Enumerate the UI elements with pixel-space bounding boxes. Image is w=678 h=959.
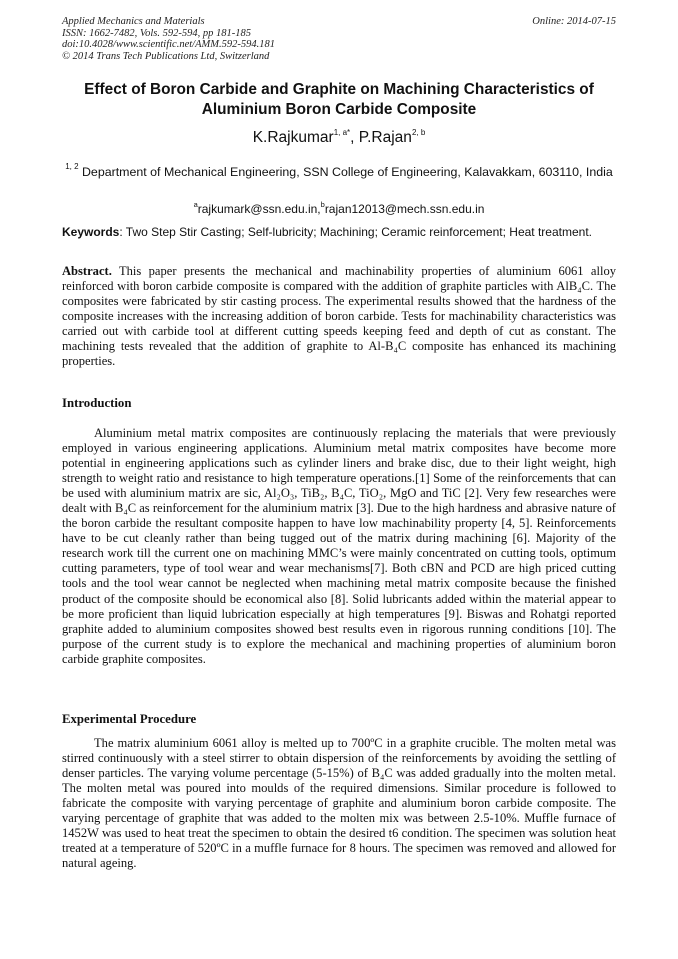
author-2: P.Rajan (358, 129, 412, 146)
keywords-text: : Two Step Stir Casting; Self-lubricity; Machining; Ceramic reinforcement; Heat treatment. (119, 225, 592, 239)
author-1-affil: 1, a* (333, 128, 351, 137)
paper-title (40, 80, 638, 119)
keywords (62, 225, 616, 241)
experimental-heading: Experimental Procedure (62, 712, 197, 726)
email-b[interactable]: rajan12013@mech.ssn.edu.in (324, 202, 485, 216)
author-list (40, 128, 638, 147)
online-date: Online: 2014-07-15 (532, 16, 616, 27)
author-emails (40, 200, 638, 216)
introduction-heading: Introduction (62, 396, 132, 410)
title-line-2: Aluminium Boron Carbide Composite (201, 100, 477, 118)
author-1: K.Rajkumar (252, 129, 334, 146)
email-a-marker: a (193, 200, 198, 209)
affiliation-text: Department of Mechanical Engineering, SSN College of Engineering, Kalavakkam, 603110, India (81, 165, 613, 179)
abstract (62, 264, 616, 369)
abstract-label: Abstract. (62, 264, 112, 278)
journal-name: Applied Mechanics and Materials (62, 16, 205, 27)
issn-line: ISSN: 1662-7482, Vols. 592-594, pp 181-185 (62, 27, 251, 39)
copyright-line: © 2014 Trans Tech Publications Ltd, Switzerland (62, 50, 270, 62)
journal-header (62, 16, 616, 62)
affiliation (62, 159, 616, 180)
author-separator: , (350, 129, 359, 146)
title-line-1: Effect of Boron Carbide and Graphite on Machining Characteristics of (84, 81, 594, 98)
introduction-text: Aluminium metal matrix composites are continuously replacing the materials that were previously employed in various engineering applications. Aluminium metal matrix composites have become more potential in engineering applications such as cylinder liners and brake disc, due to their light weight, high strength to weight ratio and resistance to high temperature operations.[1] Some of the reinforcements that can be used with aluminium matrix are sic, Al₂O₃, TiB₂, B₄C, TiO₂, MgO and TiC [2]. Very few researches were dealt with B₄C as reinforcement for the aluminium matrix [3]. Due to the high hardness and abrasive nature of the boron carbide the resultant composite happen to have low machinability property [4, 5]. Reinforcements have to be cut cleanly rather than being tugged out of the matrix during machining [6]. Majority of the research work till the current one on machining MMC’s were mainly concentrated on cutting tools, optimum cutting parameters, type of tool wear and wear mechanisms[7]. Both cBN and PCD are high priced cutting tools and the tool wear cannot be neglected when machining metal matrix composite because the finished product of the composite should be economical also [8]. Solid lubricants added within the material appear to be more proficient than liquid lubrication especially at high temperatures [9]. Biswas and Rohatgi reported graphite added to aluminium composites showed best results even in rigorous running conditions [10]. The purpose of the current study is to explore the mechanical and machining properties of aluminium boron carbide graphite composites. (62, 426, 616, 666)
author-2-affil: 2, b (411, 128, 426, 137)
experimental-text: The matrix aluminium 6061 alloy is melted up to 700ºC in a graphite crucible. The molten metal was stirred continuously with a steel stirrer to obtain dispersion of the reinforcements by avoiding the settling of denser particles. The varying volume percentage (5-15%) of B₄C was added gradually into the molten metal. The molten metal was poured into moulds of the required dimensions. Similar procedure is followed to fabricate the composite with varying percentage of graphite and aluminium boron carbide composite. The varying percentage of graphite that was added to the molten mix was between 2.5-10%. Muffle furnace of 1452W was used to heat treat the specimen to obtain the desired t6 condition. The specimen was solution heat treated at a temperature of 520ºC in a muffle furnace for 8 hours. The specimen was removed and allowed for natural ageing. (62, 736, 616, 871)
affiliation-marker: 1, 2 (65, 162, 79, 171)
email-a[interactable]: rajkumark@ssn.edu.in, (197, 202, 321, 216)
keywords-label: Keywords (62, 225, 120, 239)
email-b-marker: b (320, 200, 325, 209)
doi-line[interactable]: doi:10.4028/www.scientific.net/AMM.592-594.181 (62, 39, 275, 51)
abstract-text: This paper presents the mechanical and machinability properties of aluminium 6061 alloy reinforced with boron carbide composite is compared with the addition of graphite particles with AlB₄C. The composites were fabricated by stir casting process. The experimental results showed that the hardness of the composite increases with the increasing addition of boron carbide. Tests for machinability characteristics was carried out with carbide tool at different cutting speeds keeping feed and depth of cut as constant. The machining tests revealed that the addition of graphite to Al-B₄C composite has enhanced its machining properties. (62, 264, 616, 369)
